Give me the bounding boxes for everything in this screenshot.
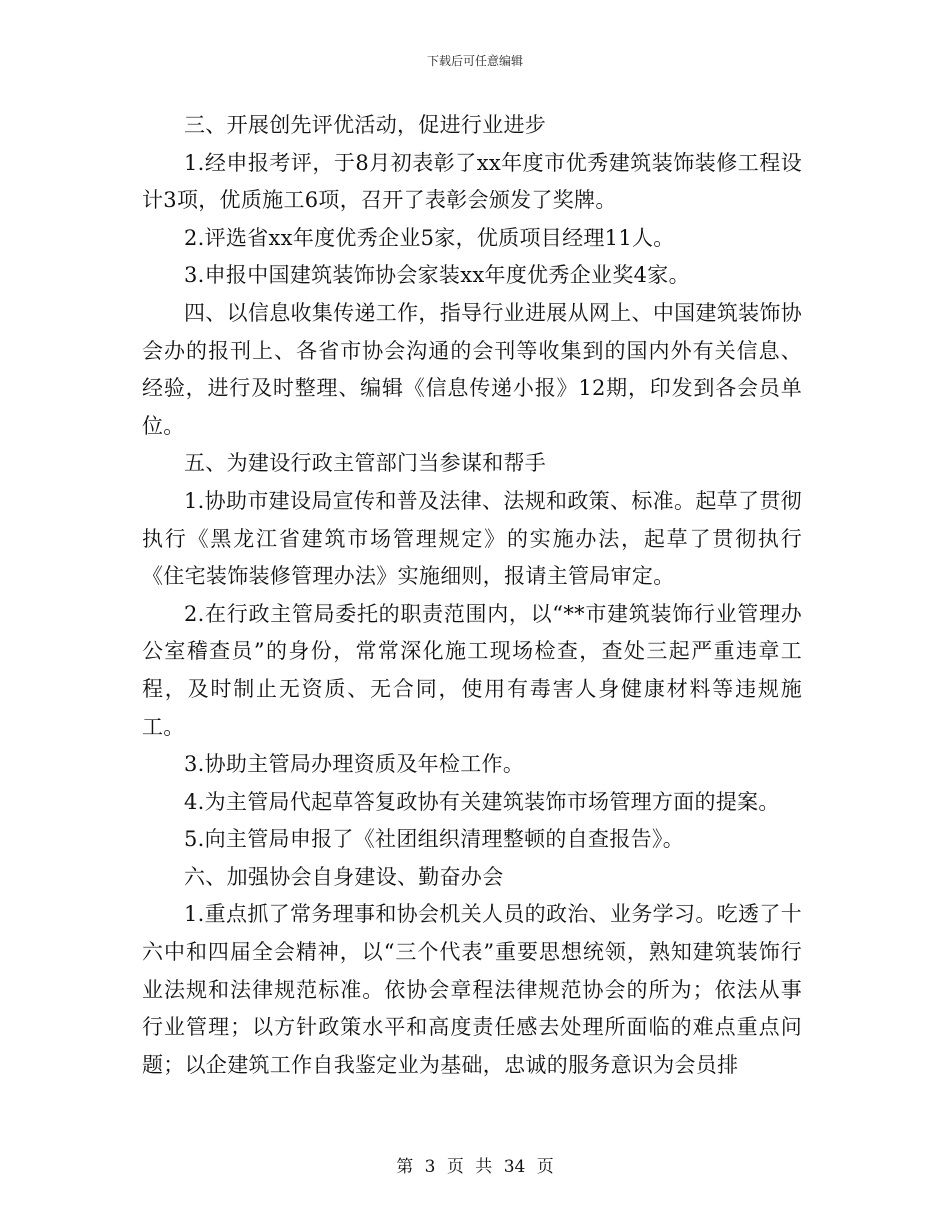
- section-heading-6: 六、加强协会自身建设、勤奋办会: [184, 864, 504, 889]
- paragraph: 2.评选省xx年度优秀企业5家，优质项目经理11人。: [184, 225, 675, 250]
- paragraph: 1.协助市建设局宣传和普及法律、法规和政策、标准。起草了贯彻执行《黑龙江省建筑市场管理规定》的实施办法，起草了贯彻执行《住宅装饰装修管理办法》实施细则，报请主管局审定。: [142, 488, 802, 589]
- document-body: [142, 107, 802, 1084]
- page-header-note: 下载后可任意编辑: [426, 54, 523, 68]
- paragraph: 1.经申报考评，于8月初表彰了xx年度市优秀建筑装饰装修工程设计3项，优质施工6项，召开了表彰会颁发了奖牌。: [142, 150, 802, 213]
- paragraph: 3.申报中国建筑装饰协会家装xx年度优秀企业奖4家。: [184, 263, 690, 288]
- paragraph: 5.向主管局申报了《社团组织清理整顿的自查报告》。: [184, 827, 685, 852]
- paragraph: 4.为主管局代起草答复政协有关建筑装饰市场管理方面的提案。: [184, 789, 780, 814]
- paragraph: 1.重点抓了常务理事和协会机关人员的政治、业务学习。吃透了十六中和四届全会精神，以“三个代表”重要思想统领，熟知建筑装饰行业法规和法律规范标准。依协会章程法律规范协会的所为；依法从事行业管理；以方针政策水平和高度责任感去处理所面临的难点重点问题；以企建筑工作自我鉴定业为基础，忠诚的服务意识为会员排: [142, 902, 802, 1077]
- page-number-footer: 第 3 页 共 34 页: [396, 1157, 554, 1177]
- section-heading-5: 五、为建设行政主管部门当参谋和帮手: [184, 451, 547, 476]
- paragraph: 3.协助主管局办理资质及年检工作。: [184, 752, 525, 777]
- section-heading-4: 四、以信息收集传递工作，指导行业进展从网上、中国建筑装饰协会办的报刊上、各省市协会沟通的会刊等收集到的国内外有关信息、经验，进行及时整理、编辑《信息传递小报》12期，印发到各会员单位。: [142, 300, 802, 438]
- section-heading-3: 三、开展创先评优活动，促进行业进步: [184, 113, 547, 137]
- paragraph: 2.在行政主管局委托的职责范围内，以“**市建筑装饰行业管理办公室稽查员”的身份，常常深化施工现场检查，查处三起严重违章工程，及时制止无资质、无合同，使用有毒害人身健康材料等违规施工。: [142, 601, 802, 739]
